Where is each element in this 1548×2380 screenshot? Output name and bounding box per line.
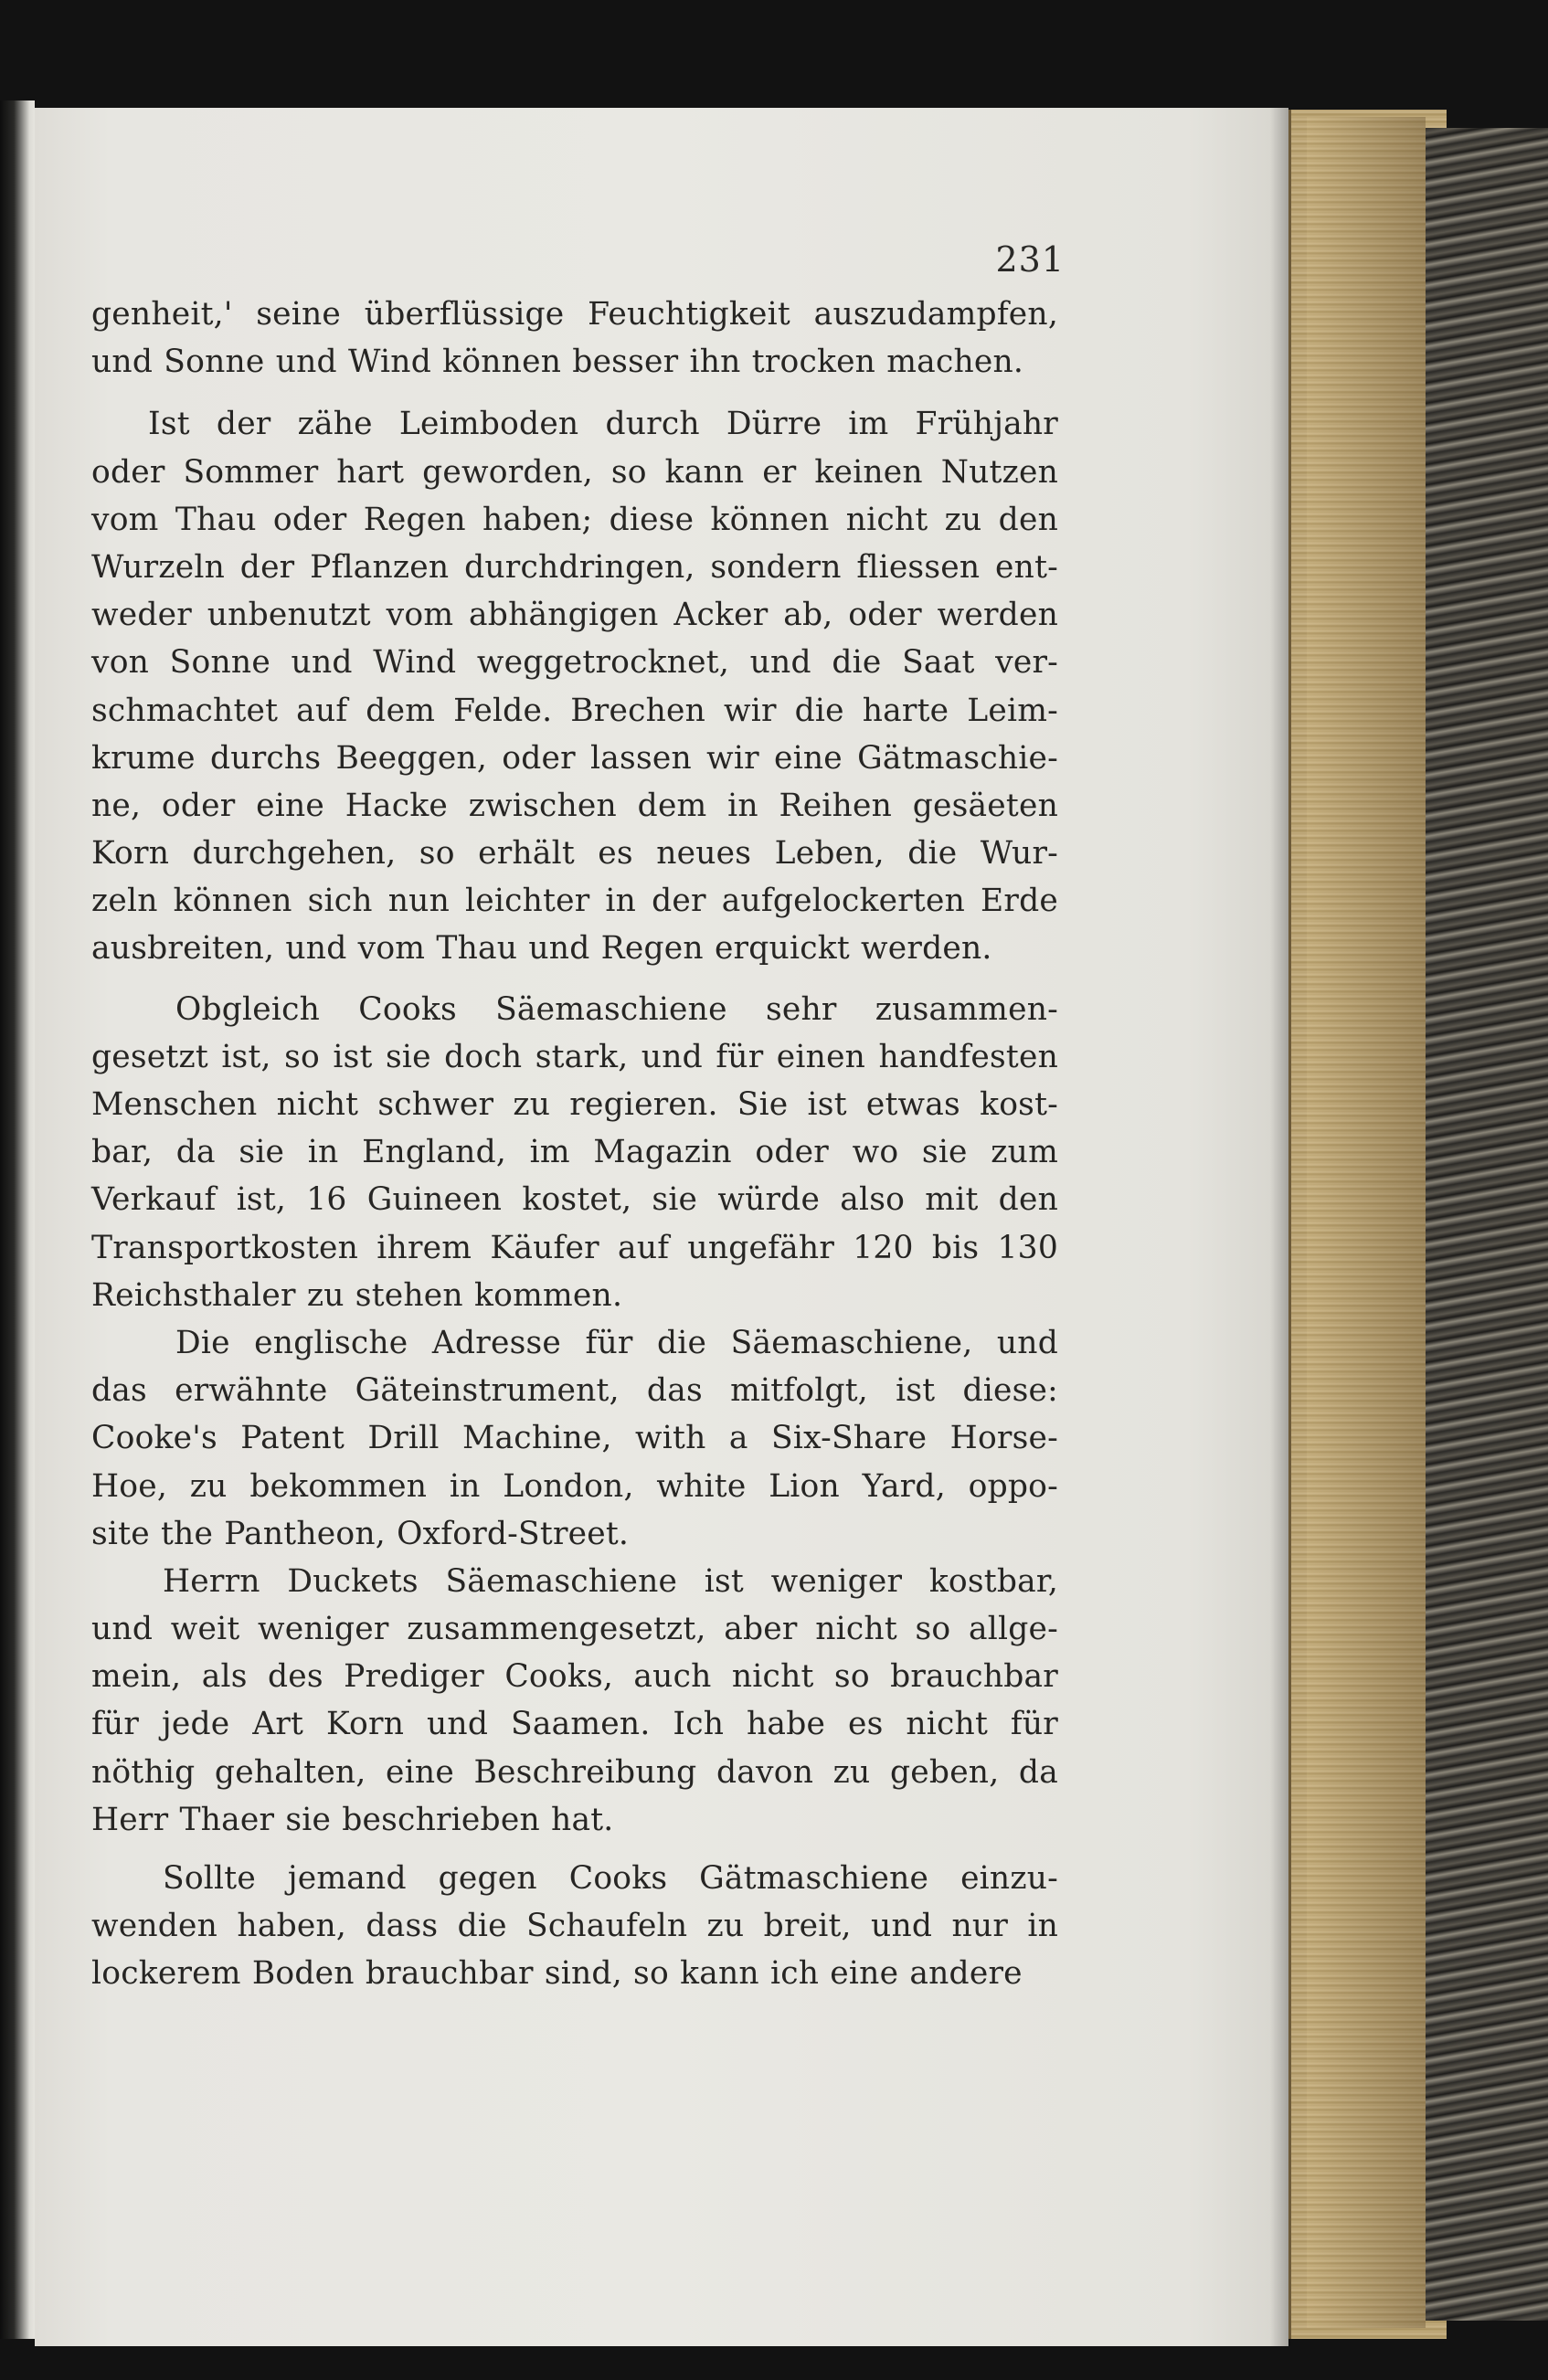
left-page-gutter: [0, 100, 35, 2339]
text-line: Hoe, zu bekommen in London, white Lion Yard, oppo-: [91, 1467, 1058, 1505]
fore-edge-shading: [1307, 117, 1426, 2328]
text-line: schmachtet auf dem Felde. Brechen wir die harte Leim-: [91, 692, 1058, 729]
text-line: mein, als des Prediger Cooks, auch nicht so brauchbar: [91, 1658, 1058, 1696]
text-line: oder Sommer hart geworden, so kann er keinen Nutzen: [91, 453, 1058, 491]
text-line: vom Thau oder Regen haben; diese können nicht zu den: [91, 501, 1058, 538]
page-edge-shadow: [1270, 108, 1290, 2346]
paragraph-1: [91, 291, 1058, 386]
paragraph-3: [91, 986, 1058, 1319]
text-line: Reichsthaler zu stehen kommen.: [91, 1276, 623, 1314]
text-line: für jede Art Korn und Saamen. Ich habe es nicht für: [91, 1706, 1058, 1743]
text-line: Sollte jemand gegen Cooks Gätmaschiene einzu-: [163, 1860, 1058, 1897]
text-line: ne, oder eine Hacke zwischen dem in Reihen gesäeten: [91, 787, 1058, 824]
text-line: zeln können sich nun leichter in der aufgelockerten Erde: [91, 883, 1058, 920]
text-line: genheit,' seine überflüssige Feuchtigkeit auszudampfen,: [91, 296, 1058, 333]
text-line: Ist der zähe Leimboden durch Dürre im Frühjahr: [148, 406, 1058, 443]
text-line: bar, da sie in England, im Magazin oder wo sie zum: [91, 1134, 1058, 1171]
paragraph-5: [91, 1558, 1058, 1844]
text-line: Wurzeln der Pflanzen durchdringen, sondern fliessen ent-: [91, 548, 1058, 586]
text-line: Transportkosten ihrem Käufer auf ungefähr 120 bis 130: [91, 1229, 1058, 1266]
text-line: Herrn Duckets Säemaschiene ist weniger kostbar,: [163, 1562, 1058, 1600]
text-line: wenden haben, dass die Schaufeln zu breit, und nur in: [91, 1908, 1058, 1945]
page-number: 231: [995, 239, 1065, 280]
text-line: Herr Thaer sie beschrieben hat.: [91, 1801, 614, 1838]
text-line: und weit weniger zusammengesetzt, aber nicht so allge-: [91, 1611, 1058, 1648]
text-line: gesetzt ist, so ist sie doch stark, und für einen handfesten: [91, 1038, 1058, 1075]
text-line: Korn durchgehen, so erhält es neues Leben, die Wur-: [91, 835, 1058, 873]
text-line: lockerem Boden brauchbar sind, so kann ich eine andere: [91, 1955, 1023, 1993]
text-line: weder unbenutzt vom abhängigen Acker ab, oder werden: [91, 597, 1058, 634]
text-line: site the Pantheon, Oxford-Street.: [91, 1515, 630, 1552]
marbled-cover-edge: [1426, 128, 1548, 2321]
paragraph-2: [91, 400, 1058, 972]
text-line: und Sonne und Wind können besser ihn trocken machen.: [91, 344, 1024, 381]
text-line: Cooke's Patent Drill Machine, with a Six-Share Horse-: [91, 1420, 1058, 1457]
text-line: Die englische Adresse für die Säemaschiene, und: [175, 1324, 1058, 1361]
text-line: das erwähnte Gäteinstrument, das mitfolgt, ist diese:: [91, 1372, 1058, 1410]
text-line: Obgleich Cooks Säemaschiene sehr zusammen-: [175, 990, 1058, 1028]
text-line: nöthig gehalten, eine Beschreibung davon zu geben, da: [91, 1753, 1058, 1791]
text-line: von Sonne und Wind weggetrocknet, und die Saat ver-: [91, 644, 1058, 682]
paragraph-4: [91, 1319, 1058, 1558]
text-line: ausbreiten, und vom Thau und Regen erquickt werden.: [91, 930, 992, 968]
paragraph-6: [91, 1855, 1058, 1998]
text-line: Verkauf ist, 16 Guineen kostet, sie würde also mit den: [91, 1181, 1058, 1219]
text-line: Menschen nicht schwer zu regieren. Sie ist etwas kost-: [91, 1086, 1058, 1123]
text-line: krume durchs Beeggen, oder lassen wir eine Gätmaschie-: [91, 739, 1058, 777]
page-text: [91, 236, 1058, 1998]
